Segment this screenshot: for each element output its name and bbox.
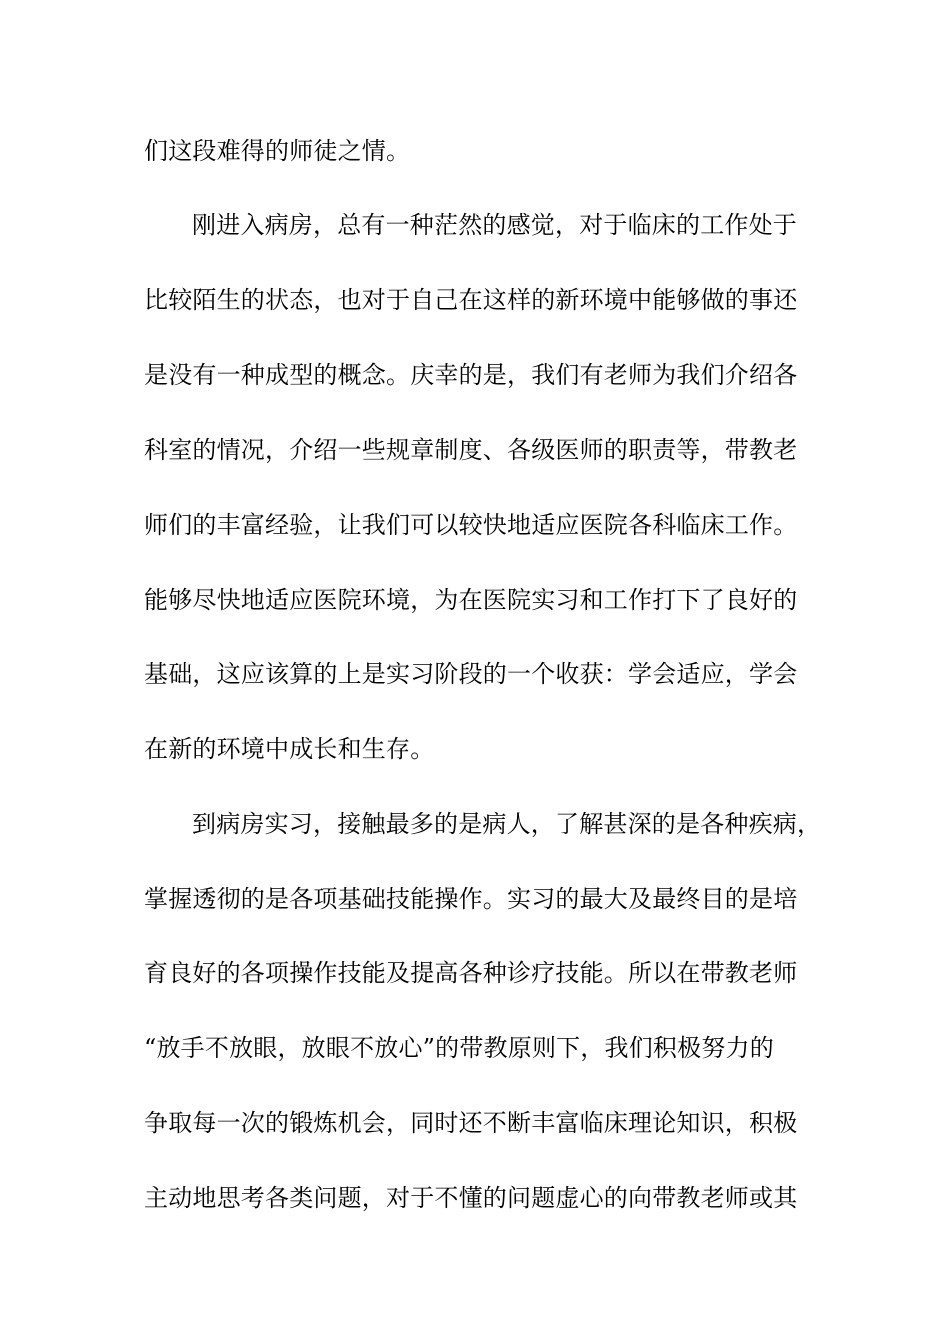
text-line: 师们的丰富经验，让我们可以较快地适应医院各科临床工作。 [144,511,798,539]
text-line: 育良好的各项操作技能及提高各种诊疗技能。所以在带教老师 [144,959,798,987]
text-line: 们这段难得的师徒之情。 [144,137,411,165]
text-line: 争取每一次的锻炼机会，同时还不断丰富临床理论知识，积极 [144,1109,798,1137]
text-line: 比较陌生的状态，也对于自己在这样的新环境中能够做的事还 [144,286,798,314]
paragraph-first-line: 到病房实习，接触最多的是病人，了解甚深的是各种疾病， [192,810,822,838]
text-line: 能够尽快地适应医院环境，为在医院实习和工作打下了良好的 [144,586,798,614]
text-line: 科室的情况，介绍一些规章制度、各级医师的职责等，带教老 [144,436,798,464]
text-line: 在新的环境中成长和生存。 [144,735,435,763]
text-line: “放手不放眼，放眼不放心”的带教原则下，我们积极努力的 [144,1034,774,1062]
paragraph-first-line: 刚进入病房，总有一种茫然的感觉，对于临床的工作处于 [192,211,797,239]
text-line: 主动地思考各类问题，对于不懂的问题虚心的向带教老师或其 [144,1184,798,1212]
text-line: 是没有一种成型的概念。庆幸的是，我们有老师为我们介绍各 [144,361,798,389]
text-line: 基础，这应该算的上是实习阶段的一个收获：学会适应，学会 [144,660,798,688]
text-line: 掌握透彻的是各项基础技能操作。实习的最大及最终目的是培 [144,885,798,913]
